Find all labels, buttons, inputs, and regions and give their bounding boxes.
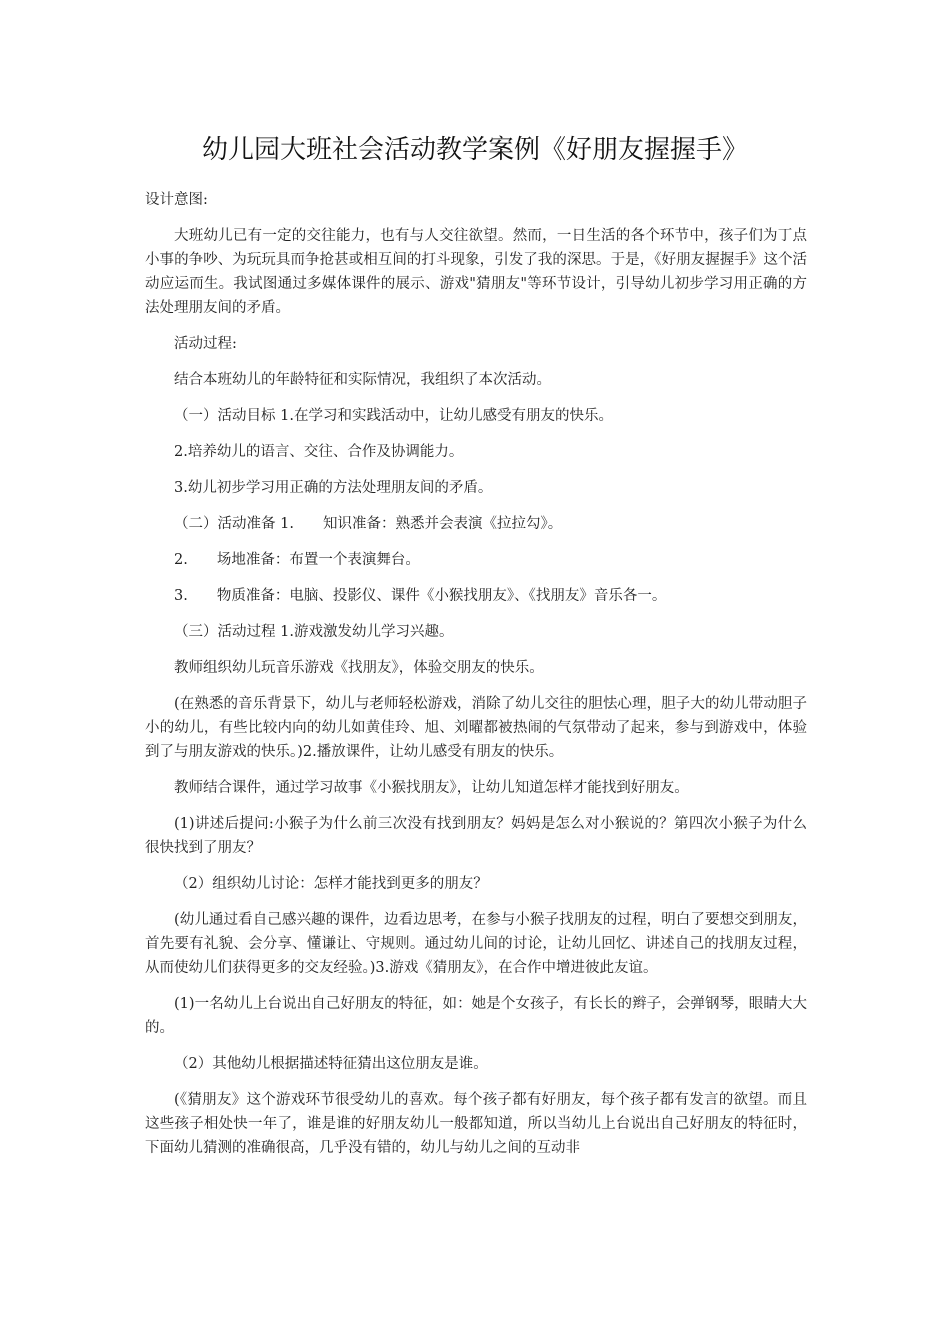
paragraph: （2）其他幼儿根据描述特征猜出这位朋友是谁。 bbox=[174, 1056, 488, 1072]
document-body bbox=[145, 188, 807, 1172]
paragraph: (1)讲述后提问:小猴子为什么前三次没有找到朋友？妈妈是怎么对小猴说的？第四次小猴子为什么很快找到了朋友？ bbox=[145, 816, 807, 856]
paragraph: (1)一名幼儿上台说出自己好朋友的特征，如：她是个女孩子，有长长的辫子，会弹钢琴，眼睛大大的。 bbox=[145, 996, 807, 1036]
paragraph: (在熟悉的音乐背景下，幼儿与老师轻松游戏，消除了幼儿交往的胆怯心理，胆子大的幼儿带动胆子小的幼儿，有些比较内向的幼儿如黄佳玲、旭、刘曜都被热闹的气氛带动了起来，参与到游戏中，体验到了与朋友游戏的快乐。)2.播放课件，让幼儿感受有朋友的快乐。 bbox=[145, 696, 807, 760]
paragraph-goals: （一）活动目标 1.在学习和实践活动中，让幼儿感受有朋友的快乐。 bbox=[174, 408, 613, 424]
paragraph-procedure: （三）活动过程 1.游戏激发幼儿学习兴趣。 bbox=[174, 624, 454, 640]
paragraph-design-intent-heading: 设计意图: bbox=[145, 192, 208, 208]
paragraph: 结合本班幼儿的年龄特征和实际情况，我组织了本次活动。 bbox=[174, 372, 551, 388]
paragraph: 2. 场地准备：布置一个表演舞台。 bbox=[174, 552, 420, 568]
paragraph: (幼儿通过看自己感兴趣的课件，边看边思考，在参与小猴子找朋友的过程，明白了要想交到朋友，首先要有礼貌、会分享、懂谦让、守规则。通过幼儿间的讨论，让幼儿回忆、讲述自己的找朋友过程，从而使幼儿们获得更多的交友经验。)3.游戏《猜朋友》，在合作中增进彼此友谊。 bbox=[145, 912, 807, 976]
paragraph: 2.培养幼儿的语言、交往、合作及协调能力。 bbox=[174, 444, 464, 460]
paragraph: (《猜朋友》这个游戏环节很受幼儿的喜欢。每个孩子都有好朋友，每个孩子都有发言的欲望。而且这些孩子相处快一年了，谁是谁的好朋友幼儿一般都知道，所以当幼儿上台说出自己好朋友的特征时，下面幼儿猜测的准确很高，几乎没有错的，幼儿与幼儿之间的互动非 bbox=[145, 1092, 807, 1156]
paragraph-preparation: （二）活动准备 1. 知识准备：熟悉并会表演《拉拉勾》。 bbox=[174, 516, 563, 532]
document-title: 幼儿园大班社会活动教学案例《好朋友握握手》 bbox=[201, 135, 748, 165]
paragraph: 3. 物质准备：电脑、投影仪、课件《小猴找朋友》、《找朋友》音乐各一。 bbox=[174, 588, 667, 604]
paragraph: 3.幼儿初步学习用正确的方法处理朋友间的矛盾。 bbox=[174, 480, 493, 496]
paragraph: 教师组织幼儿玩音乐游戏《找朋友》，体验交朋友的快乐。 bbox=[174, 660, 544, 676]
paragraph-process-heading: 活动过程: bbox=[174, 336, 237, 352]
paragraph: 教师结合课件，通过学习故事《小猴找朋友》，让幼儿知道怎样才能找到好朋友。 bbox=[174, 780, 689, 796]
paragraph-design-intent: 大班幼儿已有一定的交往能力，也有与人交往欲望。然而，一日生活的各个环节中，孩子们为丁点小事的争吵、为玩玩具而争抢甚或相互间的打斗现象，引发了我的深思。于是，《好朋友握握手》这个活动应运而生。我试图通过多媒体课件的展示、游戏"猜朋友"等环节设计，引导幼儿初步学习用正确的方法处理朋友间的矛盾。 bbox=[145, 228, 807, 316]
paragraph: （2）组织幼儿讨论：怎样才能找到更多的朋友？ bbox=[174, 876, 488, 892]
